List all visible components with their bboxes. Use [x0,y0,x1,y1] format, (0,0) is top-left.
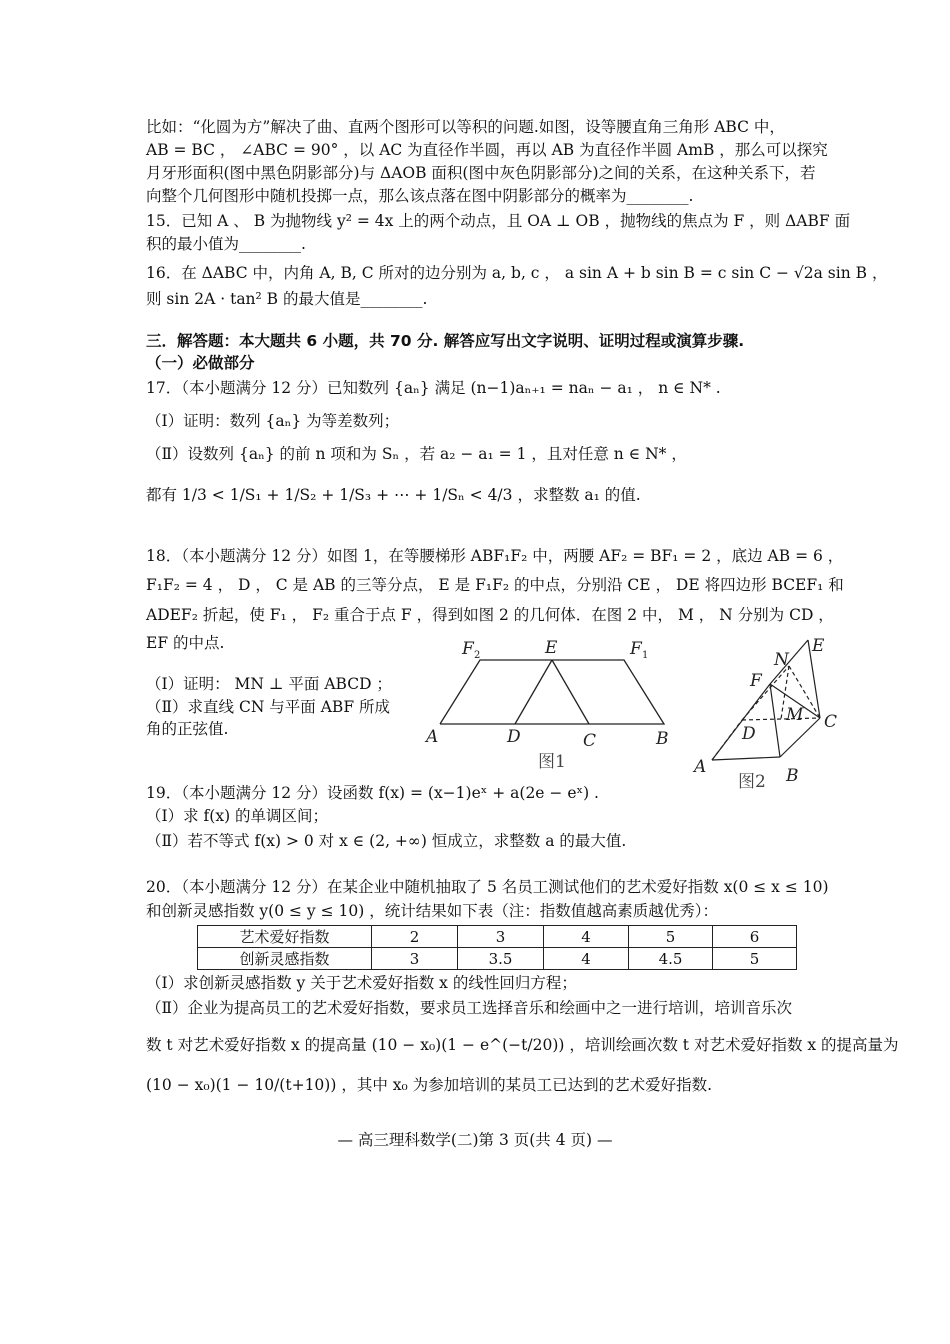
label-F: F [750,671,762,691]
question-17-part2-cont: 都有 1/3 < 1/S₁ + 1/S₂ + 1/S₃ + ⋯ + 1/Sₙ < 4/3 ，求整数 a₁ 的值. [146,486,641,504]
question-20-part2-cont: (10 − x₀)(1 − 10/(t+10)) ，其中 x₀ 为参加培训的某员工已达到的艺术爱好指数. [146,1076,713,1094]
table-cell: 3 [372,948,458,970]
label-B: B [656,729,669,749]
question-17-part1: （Ⅰ）证明：数列 {aₙ} 为等差数列； [146,412,400,430]
question-17: 17．（本小题满分 12 分）已知数列 {aₙ} 满足 (n−1)aₙ₊₁ = naₙ − a₁ ， n ∈ N* . [146,379,721,397]
page-footer: — 高三理科数学(二)第 3 页(共 4 页) — [337,1131,613,1149]
table-cell: 6 [713,926,797,948]
table-cell: 创新灵感指数 [198,948,372,970]
question-20: 20．（本小题满分 12 分）在某企业中随机抽取了 5 名员工测试他们的艺术爱好指数 x(0 ≤ x ≤ 10) [146,878,829,896]
label-M: M [786,705,804,725]
label-C: C [583,731,597,751]
question-18-part2: （Ⅱ）求直线 CN 与平面 ABF 所成 [146,698,391,716]
text-line: 月牙形面积(图中黑色阴影部分)与 ΔAOB 面积(图中灰色阴影部分)之间的关系，在这种关系下，若 [146,164,816,182]
label-F1-sub: 1 [642,650,649,661]
section-3-heading: 三．解答题：本大题共 6 小题，共 70 分. 解答应写出文字说明、证明过程或演算步骤. [146,332,745,350]
label-D: D [742,724,756,744]
question-19-part1: （Ⅰ）求 f(x) 的单调区间； [146,807,329,825]
question-18-cont: EF 的中点. [146,634,225,652]
question-20-part1: （Ⅰ）求创新灵感指数 y 关于艺术爱好指数 x 的线性回归方程； [146,974,577,992]
question-19: 19．（本小题满分 12 分）设函数 f(x) = (x−1)eˣ + a(2e − eˣ) . [146,784,599,802]
question-20-part2: （Ⅱ）企业为提高员工的艺术爱好指数，要求员工选择音乐和绘画中之一进行培训，培训音乐次 [146,999,793,1017]
label-F1: F [630,639,642,659]
label-D: D [507,727,521,747]
section-3-subheading: （一）必做部分 [146,354,255,372]
question-18-cont: ADEF₂ 折起，使 F₁ ， F₂ 重合于点 F ，得到如图 2 的几何体．在图 2 中， M ， N 分别为 CD ， [146,606,834,624]
table-cell: 艺术爱好指数 [198,926,372,948]
figure-1 [420,636,680,776]
figure-2-caption: 图2 [738,772,766,792]
figure-2 [690,632,860,797]
label-N: N [774,650,789,670]
table-cell: 4 [544,926,629,948]
question-20-cont: 和创新灵感指数 y(0 ≤ y ≤ 10) ，统计结果如下表（注：指数值越高素质越优秀）： [146,902,718,920]
table-row [198,948,797,970]
label-C: C [824,712,838,732]
question-18: 18．（本小题满分 12 分）如图 1，在等腰梯形 ABF₁F₂ 中，两腰 AF₂ = BF₁ = 2 ，底边 AB = 6 ， [146,547,844,565]
table-cell: 4 [544,948,629,970]
question-16-cont: 则 sin 2A · tan² B 的最大值是________. [146,290,428,308]
question-18-cont: F₁F₂ = 4 ， D ， C 是 AB 的三等分点， E 是 F₁F₂ 的中点，分别沿 CE ， DE 将四边形 BCEF₁ 和 [146,576,844,594]
table-cell: 2 [372,926,458,948]
data-table [197,925,797,970]
label-B: B [786,766,799,786]
text-line: 向整个几何图形中随机投掷一点，那么该点落在图中阴影部分的概率为________. [146,187,694,205]
question-18-part1: （Ⅰ）证明： MN ⊥ 平面 ABCD ； [146,675,392,693]
label-E: E [545,638,558,658]
label-F2-sub: 2 [474,650,481,661]
table-cell: 5 [713,948,797,970]
table-cell: 3.5 [458,948,544,970]
question-18-part2-cont: 角的正弦值. [146,720,229,738]
label-A: A [694,757,707,777]
table-cell: 3 [458,926,544,948]
label-F2: F [462,639,474,659]
table-cell: 4.5 [629,948,713,970]
table-row [198,926,797,948]
question-20-part2-cont: 数 t 对艺术爱好指数 x 的提高量 (10 − x₀)(1 − e^(−t/20)) ，培训绘画次数 t 对艺术爱好指数 x 的提高量为 [146,1036,899,1054]
text-line: 比如：“化圆为方”解决了曲、直两个图形可以等积的问题.如图，设等腰直角三角形 ABC 中， [146,118,785,136]
question-19-part2: （Ⅱ）若不等式 f(x) > 0 对 x ∈ (2, +∞) 恒成立，求整数 a 的最大值. [146,832,627,850]
question-17-part2: （Ⅱ）设数列 {aₙ} 的前 n 项和为 Sₙ ，若 a₂ − a₁ = 1 ，且对任意 n ∈ N* ， [146,445,687,463]
text-line: AB = BC ， ∠ABC = 90° ，以 AC 为直径作半圆，再以 AB 为直径作半圆 AmB ，那么可以探究 [146,141,828,159]
question-16: 16．在 ΔABC 中，内角 A, B, C 所对的边分别为 a, b, c ， a sin A + b sin B = c sin C − √2a sin B ， [146,264,888,282]
question-15-cont: 积的最小值为________. [146,235,306,253]
figure-1-caption: 图1 [538,752,566,772]
table-cell: 5 [629,926,713,948]
question-15: 15．已知 A 、 B 为抛物线 y² = 4x 上的两个动点，且 OA ⊥ OB ，抛物线的焦点为 F ，则 ΔABF 面 [146,212,851,230]
label-E: E [812,636,825,656]
label-A: A [426,727,439,747]
